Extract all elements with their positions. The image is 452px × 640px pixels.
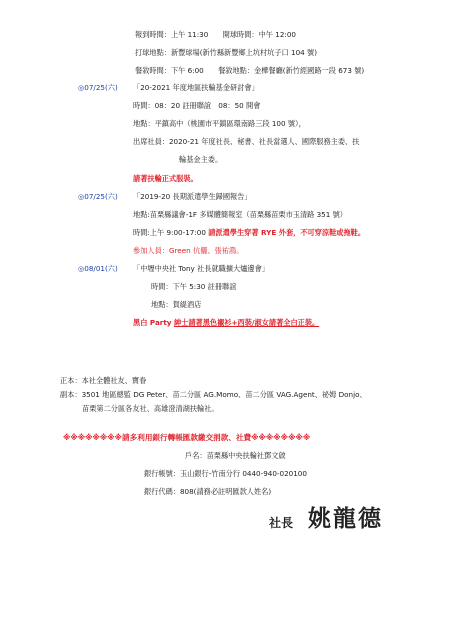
event1-date: ◎07/25(六) xyxy=(78,83,118,92)
event1-attendees: 出席社員：2020-21 年度社長、秘書、社長當選人、國際服務主委、扶 xyxy=(133,137,360,146)
main-recipients-label: 正本： xyxy=(60,376,82,385)
bank-account-name: 戶名：苗栗縣中央扶輪社鄧文啟 xyxy=(185,451,286,460)
copy-recipients-label: 副本： xyxy=(60,390,82,399)
event1-place: 地點：平鎮高中（桃園市平鎮區環南路三段 100 號）， xyxy=(133,119,306,128)
bank-code: 銀行代碼：808(請務必註明匯款人姓名) xyxy=(144,487,272,496)
event1-dress-note: 請著扶輪正式服裝。 xyxy=(133,174,198,183)
event3-title: 「中壢中央社 Tony 社長就職擴大爐邊會」 xyxy=(133,264,269,273)
event2-participants: 參加人員：Green 伉儷、張祐鴻。 xyxy=(133,246,244,255)
dinner-line: 餐敘時間：下午 6:00 餐敘地點：金樺餐廳(新竹經國路一段 673 號) xyxy=(135,66,365,75)
bank-account-number: 銀行帳號：玉山銀行-竹南分行 0440-940-020100 xyxy=(144,469,307,478)
event2-date: ◎07/25(六) xyxy=(78,192,118,201)
event2-place: 地點:苗栗縣議會-1F 多媒體簡報室（苗栗縣苗栗市玉清路 351 號） xyxy=(133,210,347,219)
event2-title: 「2019-20 長期派遣學生歸國報告」 xyxy=(133,192,252,201)
checkin-time-line: 報到時間：上午 11:30 開球時間：中午 12:00 xyxy=(135,30,296,39)
bank-transfer-banner: ※※※※※※※※請多利用銀行轉帳匯款繳交捐款、社費※※※※※※※※ xyxy=(63,433,311,442)
signature-name: 姚龍德 xyxy=(308,505,383,532)
event3-party: 黑白 Party xyxy=(133,318,174,327)
event1-attendees-cont: 輪基金主委。 xyxy=(179,155,223,164)
copy-recipients: 3501 地區總監 DG Peter、苗二分區 AG.Momo、苗二分區 VAG.Agent、祕姆 Donjo、 xyxy=(81,390,367,399)
event1-time: 時間：08：20 註冊聯誼 08：50 開會 xyxy=(133,101,261,110)
event3-date: ◎08/01(六) xyxy=(78,264,118,273)
copy-recipients-cont: 苗栗第二分區各友社、高雄澄清湖扶輪社。 xyxy=(82,404,219,413)
event3-time: 時間：下午 5:30 註冊聯誼 xyxy=(151,282,237,291)
event2-dress-note: 請派遣學生穿著 RYE 外套，不可穿涼鞋或拖鞋。 xyxy=(208,228,366,237)
copy-recipients-line xyxy=(60,390,367,400)
event1-title: 「20-2021 年度地區扶輪基金研討會」 xyxy=(133,83,259,92)
event3-dress-code: 紳士請著黑色襯衫+西裝/淑女請著全白正裝。 xyxy=(173,318,320,327)
main-recipients: 本社全體社友、寶眷 xyxy=(81,376,147,385)
event3-place: 地點：賀緹酒店 xyxy=(151,300,202,309)
golf-venue-line: 打球地點：新豐球場(新竹縣新豐鄉上坑村坑子口 104 號) xyxy=(135,48,318,57)
event2-time-line xyxy=(133,228,365,238)
main-recipients-line xyxy=(60,376,146,386)
event3-party-line xyxy=(133,318,319,328)
event2-time: 時間:上午 9:00-17:00 xyxy=(133,228,209,237)
signature-title: 社長 xyxy=(269,516,294,530)
